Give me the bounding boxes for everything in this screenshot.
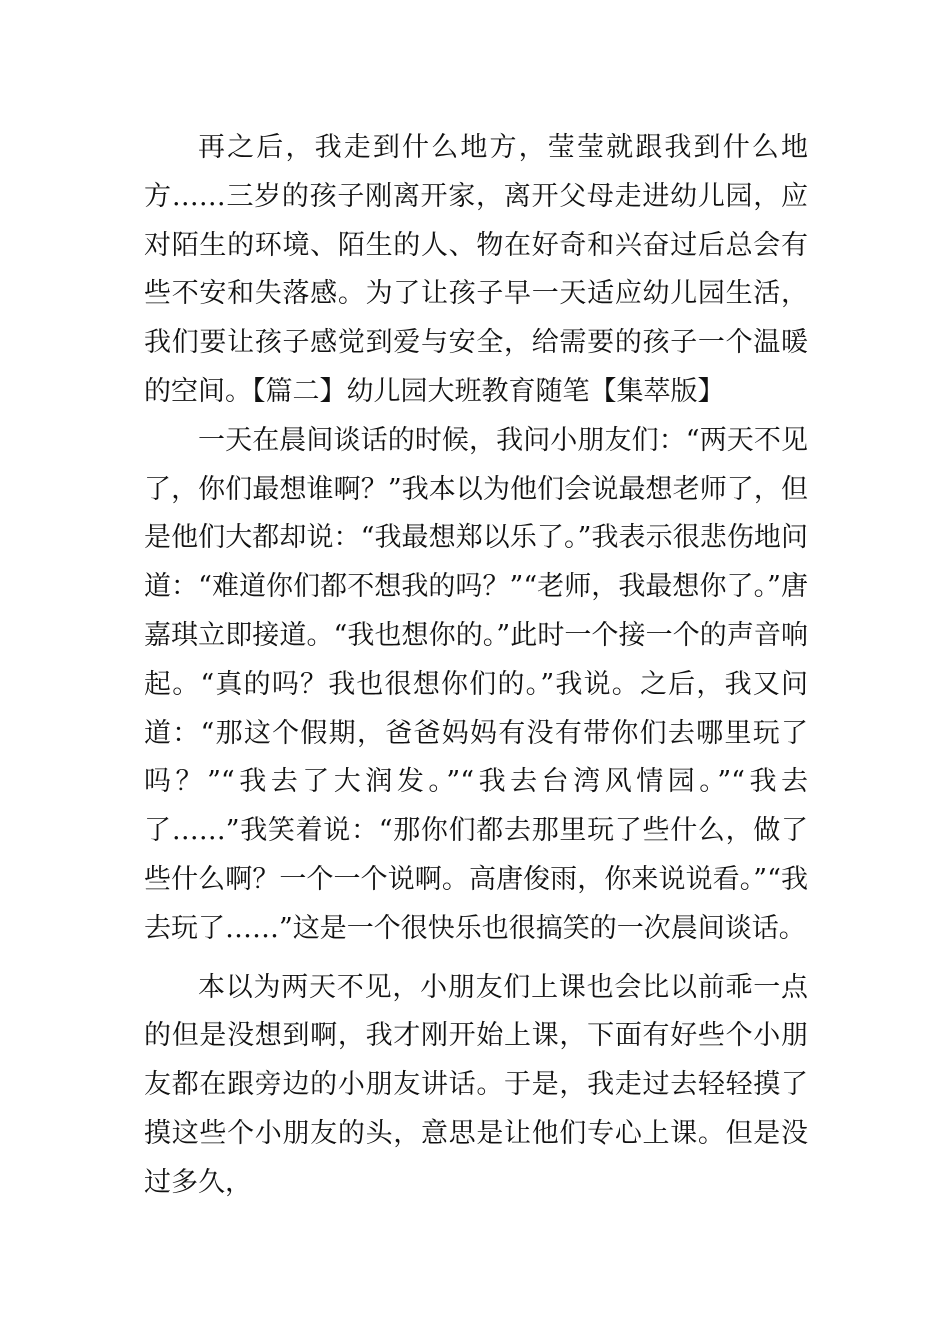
paragraph: 再之后，我走到什么地方，莹莹就跟我到什么地方……三岁的孩子刚离开家，离开父母走进幼儿园，应对陌生的环境、陌生的人、物在好奇和兴奋过后总会有些不安和失落感。为了让孩子早一天适应幼儿园生活，我们要让孩子感觉到爱与安全，给需要的孩子一个温暖的空间。【篇二】幼儿园大班教育随笔【集萃版】 [144, 132, 808, 407]
document-body [144, 124, 808, 1208]
paragraph: 一天在晨间谈话的时候，我问小朋友们：“两天不见了，你们最想谁啊？”我本以为他们会说最想老师了，但是他们大都却说：“我最想郑以乐了。”我表示很悲伤地问道：“难道你们都不想我的吗？”“老师，我最想你了。”唐嘉琪立即接道。“我也想你的。”此时一个接一个的声音响起。“真的吗？我也很想你们的。”我说。之后，我又问道：“那这个假期，爸爸妈妈有没有带你们去哪里玩了吗？”“我去了大润发。”“我去台湾风情园。”“我去了……”我笑着说：“那你们都去那里玩了些什么，做了些什么啊？一个一个说啊。高唐俊雨，你来说说看。”“我去玩了……”这是一个很快乐也很搞笑的一次晨间谈话。 [144, 424, 808, 944]
paragraph: 本以为两天不见，小朋友们上课也会比以前乖一点的但是没想到啊，我才刚开始上课，下面有好些个小朋友都在跟旁边的小朋友讲话。于是，我走过去轻轻摸了摸这些个小朋友的头，意思是让他们专心上课。但是没过多久， [144, 971, 808, 1198]
